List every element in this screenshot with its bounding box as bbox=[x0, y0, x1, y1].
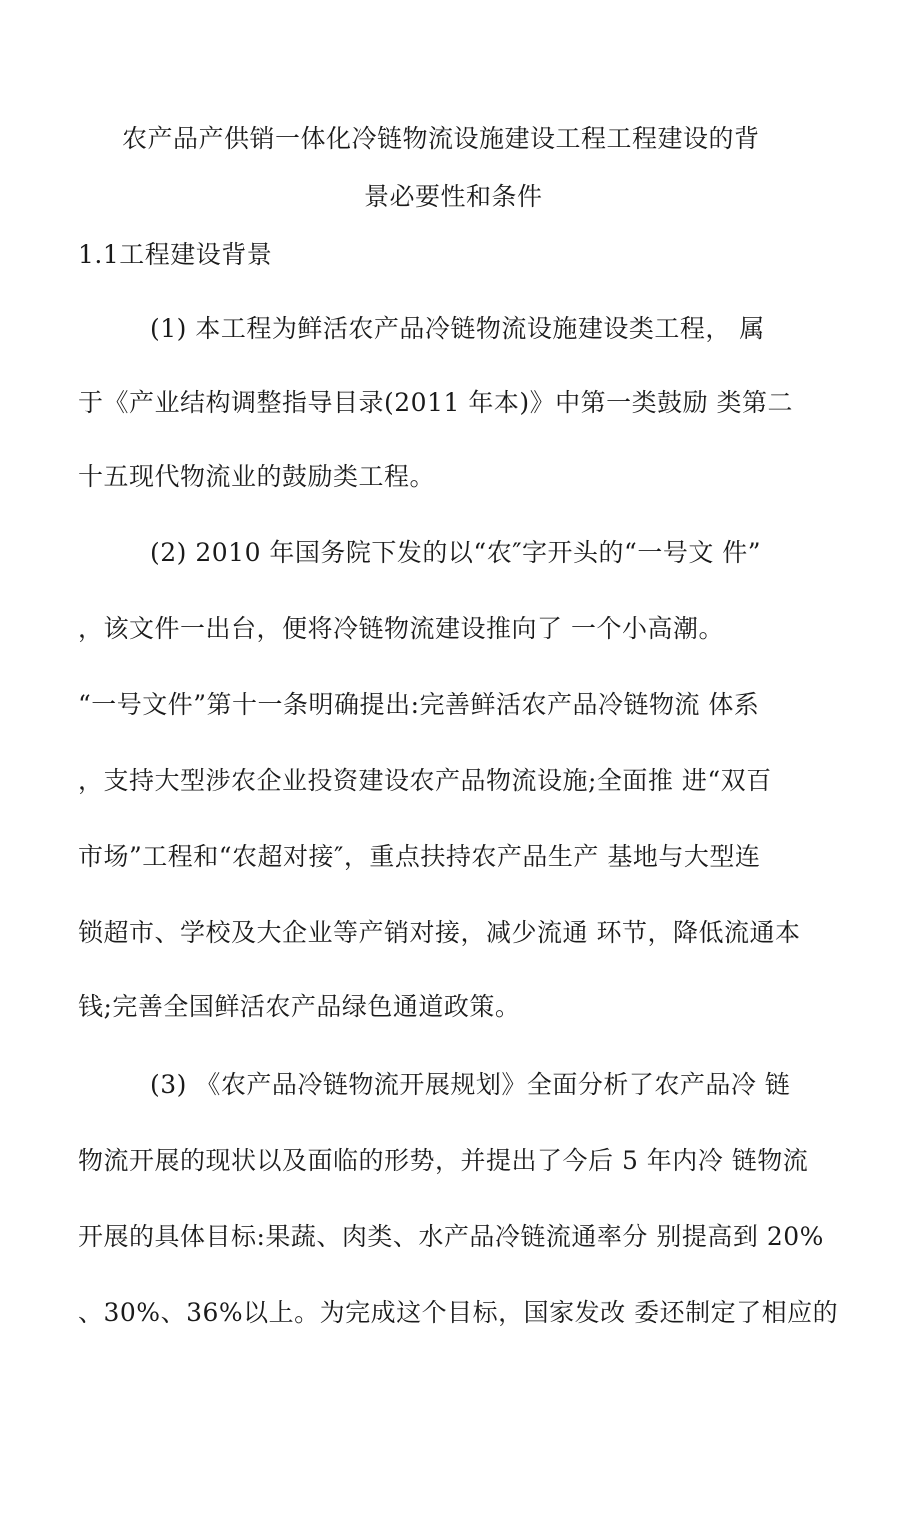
paragraph-3-line-4: 、30%、36%以上。为完成这个目标，国家发改 委还制定了相应的 bbox=[78, 1298, 839, 1327]
document-title-line-2: 景必要性和条件 bbox=[364, 182, 543, 211]
paragraph-3-line-2: 物流开展的现状以及面临的形势，并提出了今后 5 年内冷 链物流 bbox=[78, 1146, 809, 1175]
paragraph-2-line-2: ，该文件一出台，便将冷链物流建设推向了 一个小高潮。 bbox=[78, 614, 724, 643]
paragraph-1-line-3: 十五现代物流业的鼓励类工程。 bbox=[78, 462, 436, 491]
paragraph-3-line-1: (3) 《农产品冷链物流开展规划》全面分析了农产品冷 链 bbox=[150, 1070, 791, 1099]
paragraph-2-line-3: “一号文件”第十一条明确提出:完善鲜活农产品冷链物流 体系 bbox=[78, 690, 760, 719]
paragraph-2-line-6: 锁超市、学校及大企业等产销对接，减少流通 环节，降低流通本 bbox=[78, 918, 801, 947]
section-heading: 1.1工程建设背景 bbox=[78, 240, 273, 269]
paragraph-2-line-7: 钱;完善全国鲜活农产品绿色通道政策。 bbox=[78, 992, 521, 1021]
paragraph-1-line-1: (1) 本工程为鲜活农产品冷链物流设施建设类工程， 属 bbox=[150, 314, 765, 343]
paragraph-2-line-5: 市场”工程和“农超对接″，重点扶持农产品生产 基地与大型连 bbox=[78, 842, 761, 871]
paragraph-1-line-2: 于《产业结构调整指导目录(2011 年本)》中第一类鼓励 类第二 bbox=[78, 388, 794, 417]
paragraph-2-line-4: ，支持大型涉农企业投资建设农产品物流设施;全面推 进“双百 bbox=[78, 766, 772, 795]
paragraph-2-line-1: (2) 2010 年国务院下发的以“农″字开头的“一号文 件” bbox=[150, 538, 762, 567]
paragraph-3-line-3: 开展的具体目标:果蔬、肉类、水产品冷链流通率分 别提高到 20% bbox=[78, 1222, 824, 1251]
document-title-line-1: 农产品产供销一体化冷链物流设施建设工程工程建设的背 bbox=[122, 124, 760, 153]
